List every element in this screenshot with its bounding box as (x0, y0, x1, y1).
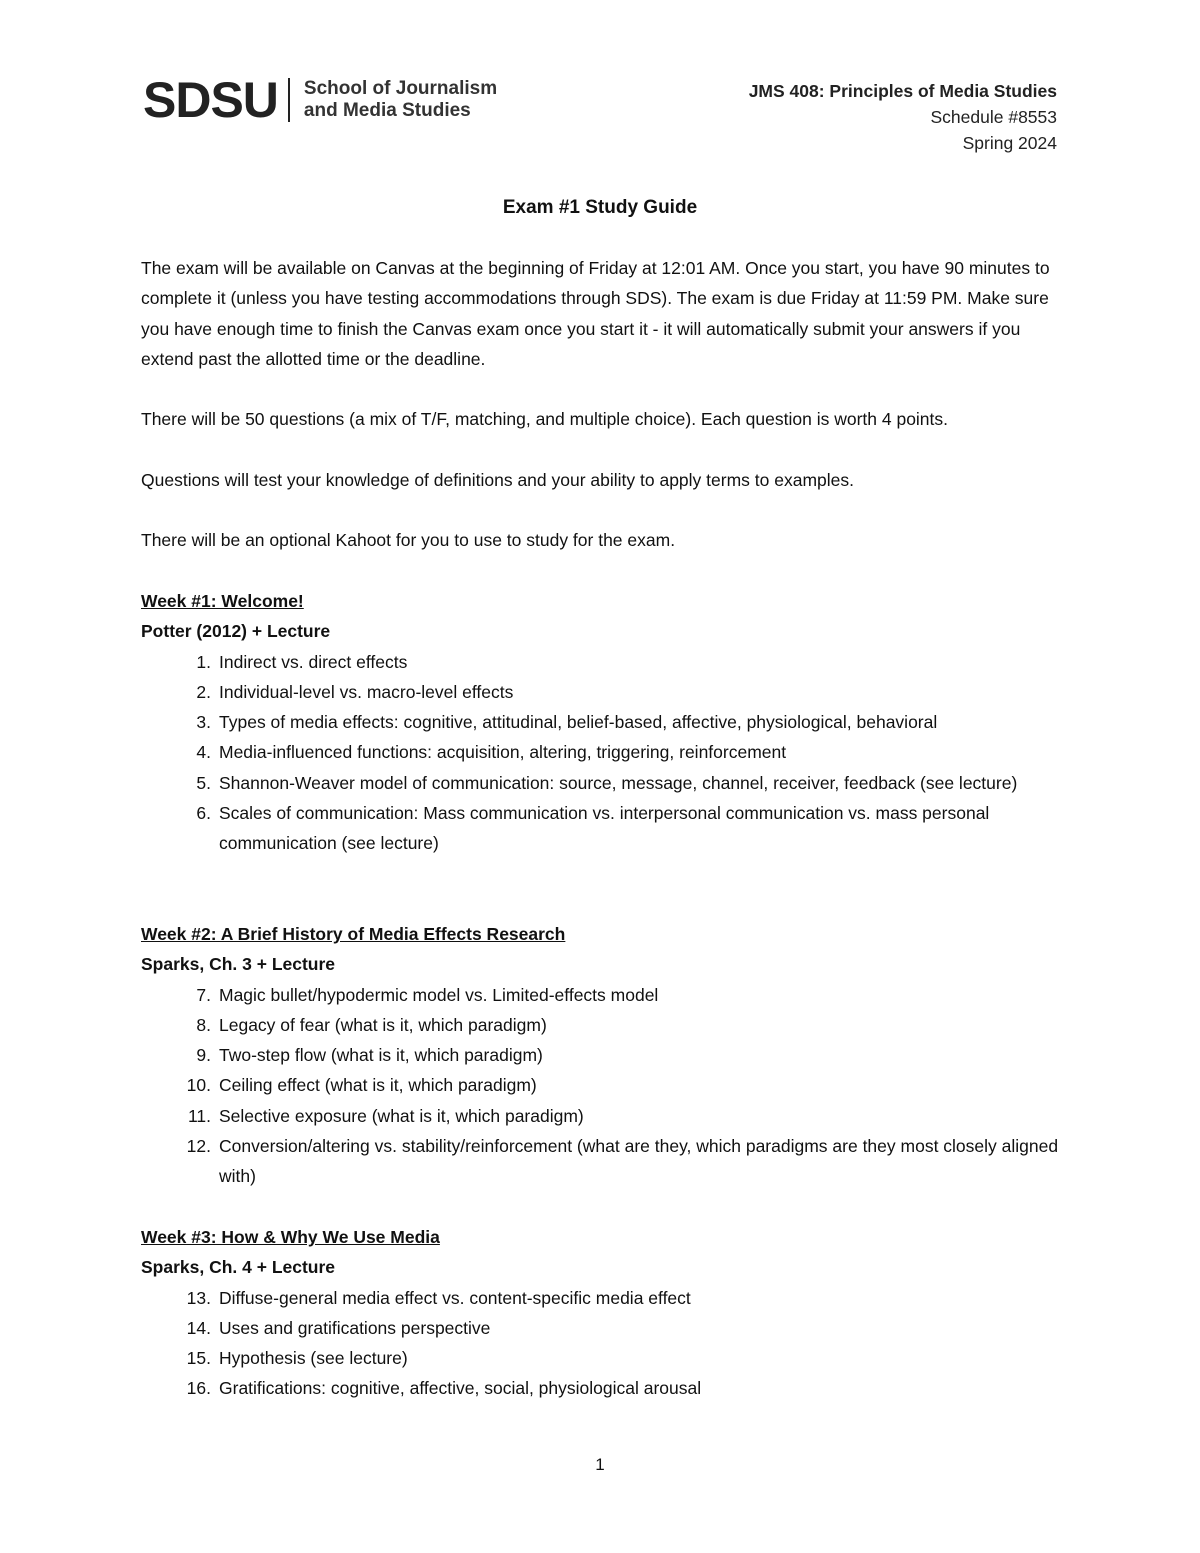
item-text: Individual-level vs. macro-level effects (219, 681, 514, 702)
item-text: Uses and gratifications perspective (219, 1317, 491, 1338)
list-item (141, 677, 1066, 707)
item-number: 8. (196, 1014, 211, 1035)
logo-school-name (304, 78, 497, 122)
week-reading: Sparks, Ch. 4 + Lecture (141, 1257, 336, 1278)
item-text: Indirect vs. direct effects (219, 651, 408, 672)
list-item (141, 1343, 1066, 1373)
logo-line-1: School of Journalism (303, 78, 498, 99)
item-text: Conversion/altering vs. stability/reinforcement (what are they, which paradigms are they most closely aligned with) (219, 1136, 1059, 1187)
item-text: Gratifications: cognitive, affective, social, physiological arousal (219, 1378, 702, 1399)
item-number: 15. (186, 1348, 211, 1369)
list-item (141, 707, 1066, 737)
list-item (141, 1313, 1066, 1343)
week-1-section (141, 586, 1066, 859)
item-text: Legacy of fear (what is it, which paradigm) (219, 1014, 547, 1035)
topic-list (141, 1283, 1066, 1404)
list-item (141, 1040, 1066, 1070)
intro-paragraph-3: Questions will test your knowledge of definitions and your ability to apply terms to examples. (141, 470, 854, 490)
item-text: Scales of communication: Mass communication vs. interpersonal communication vs. mass personal communication (see lecture) (219, 803, 990, 854)
topic-list (141, 647, 1066, 859)
item-number: 16. (186, 1378, 211, 1399)
logo-mark: SDSU (143, 72, 278, 128)
item-number: 6. (196, 803, 211, 824)
item-text: Magic bullet/hypodermic model vs. Limited-effects model (219, 984, 659, 1005)
page-number: 1 (595, 1455, 605, 1474)
week-heading: Week #1: Welcome! (141, 591, 304, 611)
item-text: Types of media effects: cognitive, attitudinal, belief-based, affective, physiological, behavioral (219, 712, 938, 733)
logo-line-2: and Media Studies (303, 100, 471, 121)
intro-paragraph-2: There will be 50 questions (a mix of T/F, matching, and multiple choice). Each question is worth 4 points. (141, 409, 949, 429)
list-item (141, 737, 1066, 767)
list-item (141, 1283, 1066, 1313)
page-title: Exam #1 Study Guide (502, 197, 698, 218)
item-number: 10. (186, 1075, 211, 1096)
item-number: 4. (196, 742, 211, 763)
course-schedule: Schedule #8553 (930, 107, 1057, 127)
list-item (141, 1373, 1066, 1403)
topic-list (141, 980, 1066, 1192)
item-number: 9. (196, 1045, 211, 1066)
list-item (141, 1101, 1066, 1131)
item-text: Ceiling effect (what is it, which paradigm) (219, 1075, 537, 1096)
week-heading: Week #3: How & Why We Use Media (141, 1227, 440, 1247)
item-text: Diffuse-general media effect vs. content-specific media effect (219, 1287, 691, 1308)
item-number: 3. (196, 712, 211, 733)
week-reading: Sparks, Ch. 3 + Lecture (141, 954, 336, 975)
week-3-section (141, 1222, 1066, 1404)
item-text: Media-influenced functions: acquisition, altering, triggering, reinforcement (219, 742, 787, 763)
item-text: Two-step flow (what is it, which paradigm) (219, 1045, 543, 1066)
item-number: 13. (186, 1287, 211, 1308)
list-item (141, 1010, 1066, 1040)
week-heading: Week #2: A Brief History of Media Effects Research (141, 924, 566, 944)
intro-paragraph-4: There will be an optional Kahoot for you to use to study for the exam. (141, 530, 676, 550)
item-number: 1. (196, 651, 211, 672)
week-reading: Potter (2012) + Lecture (141, 621, 331, 642)
course-title: JMS 408: Principles of Media Studies (748, 81, 1057, 101)
item-number: 5. (196, 772, 211, 793)
item-number: 14. (186, 1317, 211, 1338)
sdsu-logo (143, 74, 497, 126)
list-item (141, 647, 1066, 677)
item-text: Shannon-Weaver model of communication: source, message, channel, receiver, feedback (see lecture) (219, 772, 1018, 793)
item-number: 7. (196, 984, 211, 1005)
list-item (141, 1070, 1066, 1100)
list-item (141, 1131, 1066, 1192)
logo-divider (288, 78, 290, 122)
item-text: Selective exposure (what is it, which paradigm) (219, 1105, 584, 1126)
list-item (141, 798, 1066, 859)
intro-paragraph-1: The exam will be available on Canvas at the beginning of Friday at 12:01 AM. Once you start, you have 90 minutes to complete it (unless you have testing accommodations through SDS). The exam is due Friday at 11:59 PM. Make sure you have enough time to finish the Canvas exam once you start it - it will automatically submit your answers if you extend past the allotted time or the deadline. (141, 258, 1050, 369)
course-info (749, 78, 1057, 156)
item-number: 11. (187, 1105, 211, 1126)
item-number: 12. (186, 1136, 211, 1157)
item-number: 2. (196, 681, 211, 702)
item-text: Hypothesis (see lecture) (219, 1348, 408, 1369)
list-item (141, 980, 1066, 1010)
list-item (141, 768, 1066, 798)
week-2-section (141, 919, 1066, 1192)
course-term: Spring 2024 (962, 133, 1057, 153)
